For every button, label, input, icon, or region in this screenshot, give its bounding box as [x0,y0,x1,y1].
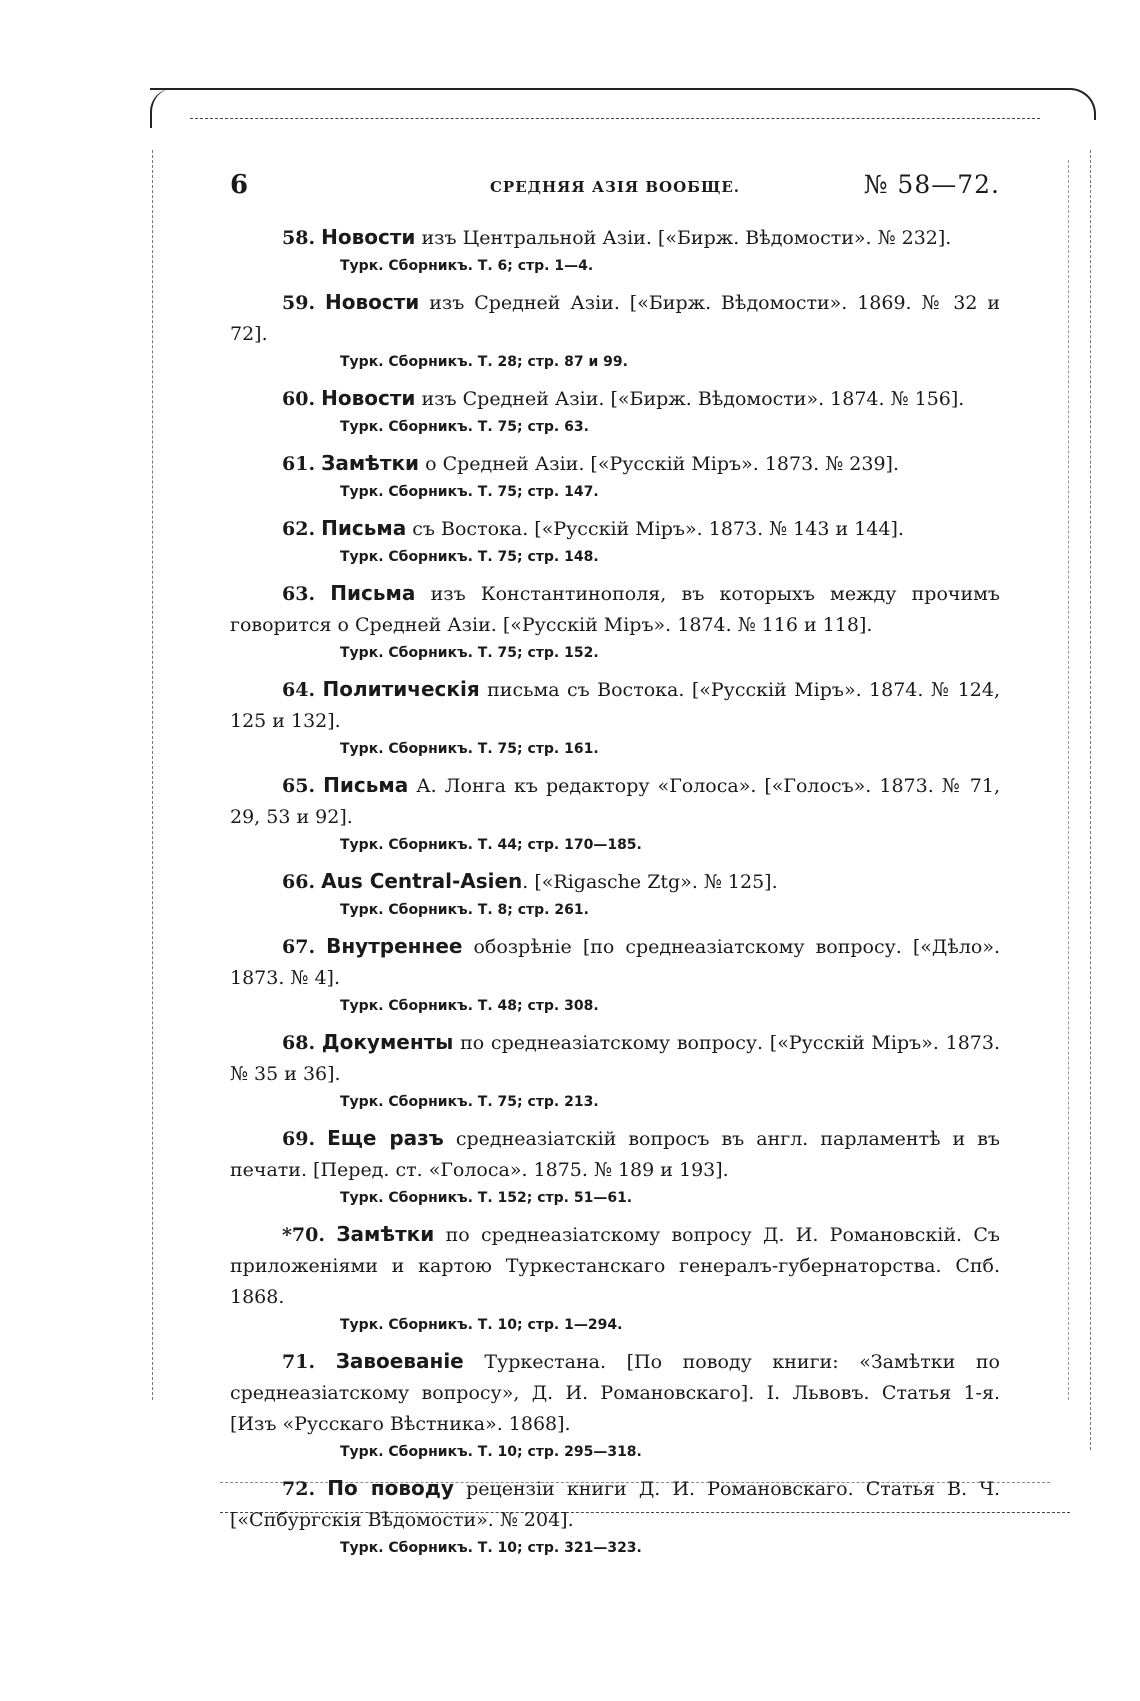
entry-text [230,770,1000,833]
frame-right-border [1090,150,1091,1450]
entry-keyword: Письма [323,773,409,797]
entry-range: № 58—72. [863,170,1000,199]
entry-number: *70. [282,1224,325,1246]
entry-text [230,866,1000,898]
entry-number: 63. [282,583,316,605]
frame-corner-left [150,88,182,128]
bibliography-entry [230,866,1000,922]
entry-description: Туркестана. [По поводу книги: «Замѣтки по среднеазіатскому вопросу», Д. И. Романовскаго]. І. Львовъ. Статья 1-я. [Изъ «Русскаго Вѣстника». 1868]. [230,1351,1000,1435]
entry-number: 59. [282,292,316,314]
page-header [230,170,1000,210]
entry-keyword: По поводу [327,1476,454,1500]
bibliography-entry [230,1123,1000,1210]
running-title: СРЕДНЯЯ АЗІЯ ВООБЩЕ. [489,178,741,196]
entry-source: Турк. Сборникъ. Т. 75; стр. 161. [340,741,599,757]
frame-right-inner-border [1068,160,1069,1400]
entry-description: обозрѣніе [по среднеазіатскому вопросу. [«Дѣло». 1873. № 4]. [230,936,1000,989]
entry-source: Турк. Сборникъ. Т. 8; стр. 261. [340,902,589,918]
entry-keyword: Завоеваніе [335,1349,464,1373]
entry-number: 60. [282,388,316,410]
entry-text [230,1027,1000,1090]
entry-source: Турк. Сборникъ. Т. 10; стр. 321—323. [340,1540,642,1556]
entry-keyword: Замѣтки [321,451,420,475]
entry-source: Турк. Сборникъ. Т. 152; стр. 51—61. [340,1190,633,1206]
entry-text [230,287,1000,350]
entry-description: А. Лонга къ редактору «Голоса». [«Голосъ». 1873. № 71, 29, 53 и 92]. [230,775,1000,828]
page-number: 6 [230,170,249,200]
entry-description: по среднеазіатскому вопросу Д. И. Романовскій. Съ приложеніями и картою Туркестанскаго генералъ-губернаторства. Спб. 1868. [230,1224,1001,1308]
bibliography-entry [230,287,1000,374]
entry-keyword: Aus Central-Asien [321,869,523,893]
entry-source: Турк. Сборникъ. Т. 28; стр. 87 и 99. [340,354,628,370]
entry-keyword: Новости [324,290,420,314]
entry-number: 66. [282,871,316,893]
entry-text [230,448,1000,480]
entry-description: изъ Средней Азіи. [«Бирж. Вѣдомости». 1869. № 32 и 72]. [230,292,1000,345]
bibliography-entry [230,1346,1000,1464]
bibliography-entry [230,770,1000,857]
entry-description: рецензіи книги Д. И. Романовскаго. Статья В. Ч. [«Спбургскія Вѣдомости». № 204]. [230,1478,1000,1531]
entry-description: среднеазіатскій вопросъ въ англ. парламентѣ и въ печати. [Перед. ст. «Голоса». 1875. № 189 и 193]. [230,1128,1001,1181]
entry-keyword: Политическія [322,677,480,701]
entry-text [230,1219,1000,1313]
entry-keyword: Документы [321,1030,454,1054]
entry-number: 62. [282,518,316,540]
entry-source: Турк. Сборникъ. Т. 75; стр. 147. [340,484,599,500]
bibliography-entry [230,1219,1000,1337]
entry-description: о Средней Азіи. [«Русскій Міръ». 1873. № 239]. [419,453,899,475]
entry-text [230,513,1000,545]
entry-source: Турк. Сборникъ. Т. 48; стр. 308. [340,998,599,1014]
entry-text [230,222,1000,254]
bibliography-entry [230,1027,1000,1114]
bibliography-entry [230,1473,1000,1560]
entry-text [230,1473,1000,1536]
entry-text [230,931,1000,994]
frame-left-border [152,150,153,1400]
entry-number: 61. [282,453,316,475]
entry-text [230,674,1000,737]
entry-text [230,383,1000,415]
entry-description: изъ Центральной Азіи. [«Бирж. Вѣдомости». № 232]. [415,227,952,249]
entry-text [230,578,1000,641]
frame-inner-rule [190,118,1040,119]
entry-source: Турк. Сборникъ. Т. 75; стр. 63. [340,419,589,435]
bibliography-entry [230,578,1000,665]
entry-keyword: Новости [321,386,416,410]
entry-number: 64. [282,679,316,701]
bibliography-entry [230,513,1000,569]
bibliography-list [230,222,1000,1569]
entry-description: письма съ Востока. [«Русскій Міръ». 1874. № 124, 125 и 132]. [230,679,1000,732]
entry-number: 71. [282,1351,316,1373]
entry-text [230,1346,1000,1440]
entry-keyword: Письма [330,581,416,605]
bibliography-entry [230,674,1000,761]
entry-description: изъ Средней Азіи. [«Бирж. Вѣдомости». 1874. № 156]. [415,388,965,410]
entry-source: Турк. Сборникъ. Т. 75; стр. 213. [340,1094,599,1110]
entry-source: Турк. Сборникъ. Т. 44; стр. 170—185. [340,837,642,853]
entry-keyword: Еще разъ [327,1126,444,1150]
entry-source: Турк. Сборникъ. Т. 6; стр. 1—4. [340,258,594,274]
bibliography-entry [230,383,1000,439]
entry-number: 67. [282,936,316,958]
entry-number: 72. [282,1478,316,1500]
frame-top-border [150,88,1096,120]
bibliography-entry [230,931,1000,1018]
entry-description: . [«Rigasche Ztg». № 125]. [522,871,778,893]
entry-number: 65. [282,775,316,797]
entry-description: съ Востока. [«Русскій Міръ». 1873. № 143 и 144]. [406,518,904,540]
entry-description: по среднеазіатскому вопросу. [«Русскій Міръ». 1873. № 35 и 36]. [230,1032,1000,1085]
entry-number: 68. [282,1032,316,1054]
entry-source: Турк. Сборникъ. Т. 10; стр. 1—294. [340,1317,623,1333]
entry-number: 69. [282,1128,316,1150]
entry-source: Турк. Сборникъ. Т. 75; стр. 152. [340,645,599,661]
entry-source: Турк. Сборникъ. Т. 75; стр. 148. [340,549,599,565]
entry-source: Турк. Сборникъ. Т. 10; стр. 295—318. [340,1444,642,1460]
entry-description: изъ Константинополя, въ которыхъ между прочимъ говорится о Средней Азіи. [«Русскій Міръ». 1874. № 116 и 118]. [230,583,1000,636]
bibliography-entry [230,448,1000,504]
entry-keyword: Новости [321,225,416,249]
entry-keyword: Письма [321,516,407,540]
entry-number: 58. [282,227,316,249]
entry-keyword: Внутреннее [326,934,463,958]
entry-text [230,1123,1000,1186]
entry-keyword: Замѣтки [336,1222,435,1246]
bibliography-entry [230,222,1000,278]
